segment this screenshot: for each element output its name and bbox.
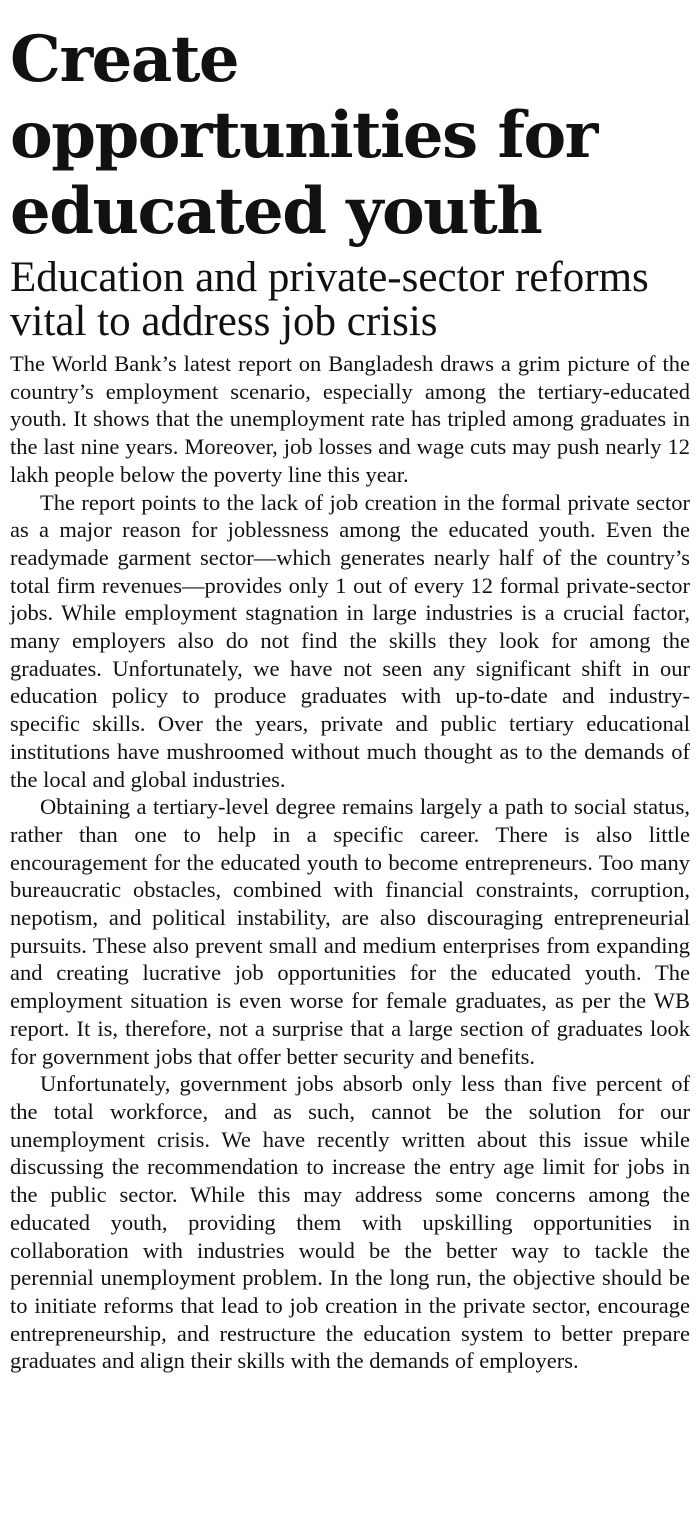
body-paragraph-4: Unfortunately, government jobs absorb only less than five percent of the total workforce, and as such, cannot be the solution for our unemployment crisis. We have recently written about this issue while discussing the recommendation to increase the entry age limit for jobs in the public sector. While this may address some concerns among the educated youth, providing them with upskilling opportunities in collaboration with industries would be the better way to tackle the perennial unemployment problem. In the long run, the objective should be to initiate reforms that lead to job creation in the private sector, encourage entrepreneurship, and restructure the education system to better prepare graduates and align their skills with the demands of employers. <box>10 1071 690 1374</box>
article-body <box>10 350 690 1375</box>
body-paragraph-3: Obtaining a tertiary-level degree remains largely a path to social status, rather than one to help in a specific career. There is also little encouragement for the educated youth to become entrepreneurs. Too many bureaucratic obstacles, combined with financial constraints, corruption, nepotism, and political instability, are also discouraging entrepreneurial pursuits. These also prevent small and medium enterprises from expanding and creating lucrative job opportunities for the educated youth. The employment situation is even worse for female graduates, as per the WB report. It is, therefore, not a surprise that a large section of graduates look for government jobs that offer better security and benefits. <box>10 794 690 1069</box>
subheadline: Education and private-sector reforms vital to address job crisis <box>10 254 649 345</box>
headline: Create opportunities for educated youth <box>10 22 597 249</box>
body-paragraph-1: The World Bank’s latest report on Bangladesh draws a grim picture of the country’s employment scenario, especially among the tertiary-educated youth. It shows that the unemployment rate has tripled among graduates in the last nine years. Moreover, job losses and wage cuts may push nearly 12 lakh people below the poverty line this year. <box>10 351 690 487</box>
body-paragraph-2: The report points to the lack of job creation in the formal private sector as a major reason for joblessness among the educated youth. Even the readymade garment sector—which generates nearly half of the country’s total firm revenues—provides only 1 out of every 12 formal private-sector jobs. While employment stagnation in large industries is a crucial factor, many employers also do not find the skills they look for among the graduates. Unfortunately, we have not seen any significant shift in our education policy to produce graduates with up-to-date and industry-specific skills. Over the years, private and public tertiary educational institutions have mushroomed without much thought as to the demands of the local and global industries. <box>10 489 690 792</box>
